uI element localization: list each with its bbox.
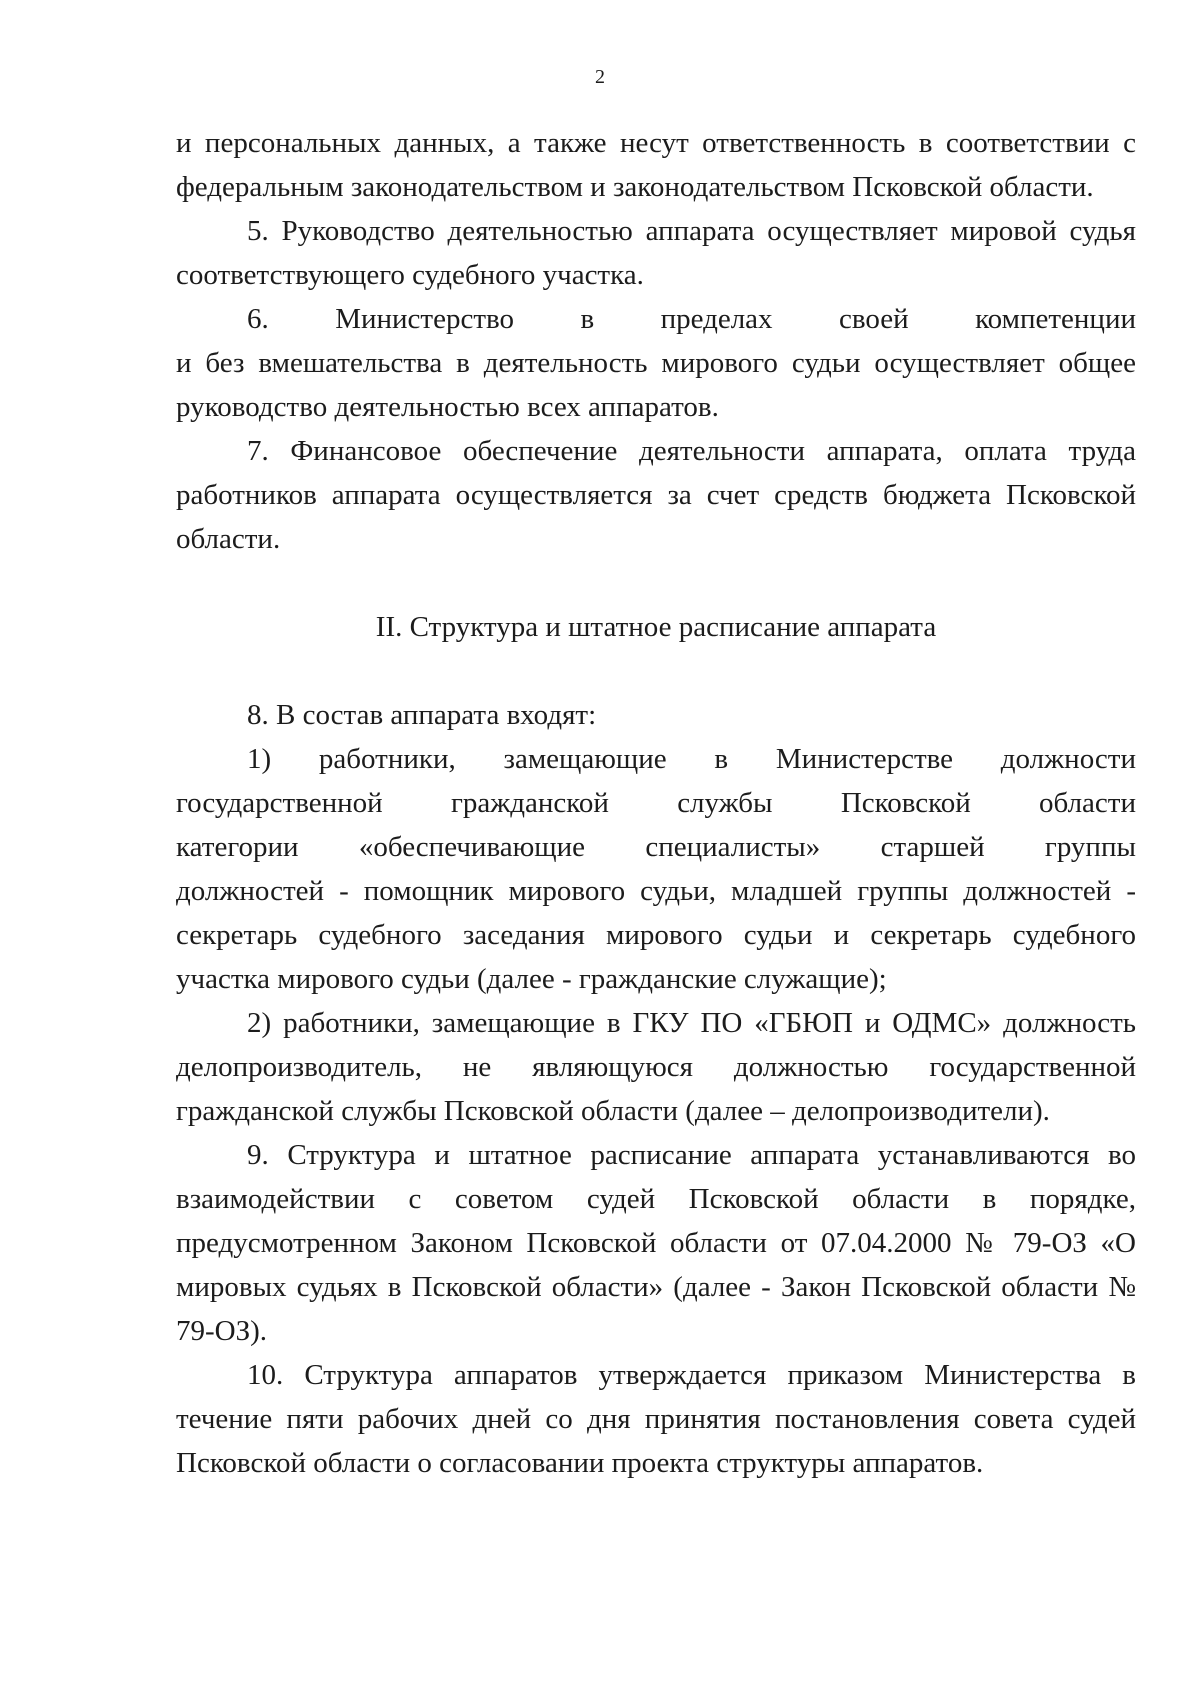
paragraph-6-rest: и без вмешательства в деятельность мирового судьи осуществляет общее руководство деятельностью всех аппаратов. (176, 347, 1136, 423)
paragraph-6-first-line (176, 297, 1136, 341)
paragraph-6-word: в (580, 303, 595, 335)
item-1-word: категории (176, 831, 299, 863)
section-heading: II. Структура и штатное расписание аппарата (375, 611, 937, 643)
item-1-word: службы (677, 787, 773, 819)
paragraph-6-word: компетенции (975, 303, 1136, 335)
item-1-word: области (1039, 787, 1136, 819)
item-1-word: замещающие (503, 743, 667, 775)
item-1-word: «обеспечивающие (358, 831, 586, 863)
item-1-word: Псковской (840, 787, 971, 819)
paragraph-8-item-2: 2) работники, замещающие в ГКУ ПО «ГБЮП и ОДМС» должность делопроизводитель, не являющуюся должностью государственной гражданской службы Псковской области (далее – делопроизводители). (176, 1007, 1136, 1127)
item-1-word: старшей (880, 831, 985, 863)
paragraph-8-item-1 (176, 737, 1136, 1001)
paragraph-8: 8. В состав аппарата входят: (247, 699, 597, 731)
item-1-rest: должностей - помощник мирового судьи, младшей группы должностей - секретарь судебного заседания мирового судьи и секретарь судебного участка мирового судьи (далее - гражданские служащие); (176, 875, 1136, 995)
item-1-word: специалисты» (645, 831, 821, 863)
paragraph-6-word: пределах (660, 303, 773, 335)
paragraph-6-word: Министерство (335, 303, 514, 335)
item-1-word: 1) (247, 743, 272, 775)
paragraph-5: 5. Руководство деятельностью аппарата осуществляет мировой судья соответствующего судебного участка. (176, 215, 1136, 291)
paragraph-6-word: своей (839, 303, 909, 335)
item-1-word: должности (1000, 743, 1136, 775)
paragraph-6-word: 6. (247, 303, 269, 335)
paragraph-10: 10. Структура аппаратов утверждается приказом Министерства в течение пяти рабочих дней со дня принятия постановления совета судей Псковской области о согласовании проекта структуры аппаратов. (176, 1359, 1136, 1479)
item-1-line-1 (176, 737, 1136, 781)
paragraph-7: 7. Финансовое обеспечение деятельности аппарата, оплата труда работников аппарата осуществляется за счет средств бюджета Псковской области. (176, 435, 1136, 555)
item-1-line-3 (176, 825, 1136, 869)
item-1-word: Министерстве (775, 743, 954, 775)
item-1-word: государственной (176, 787, 383, 819)
paragraph-6 (176, 297, 1136, 429)
item-1-word: работники, (318, 743, 456, 775)
paragraph-continuation: и персональных данных, а также несут ответственность в соответствии с федеральным законодательством и законодательством Псковской области. (176, 127, 1136, 203)
item-1-line-2 (176, 781, 1136, 825)
item-1-word: в (714, 743, 729, 775)
item-1-word: группы (1044, 831, 1136, 863)
paragraph-9: 9. Структура и штатное расписание аппарата устанавливаются во взаимодействии с советом судей Псковской области в порядке, предусмотренном Законом Псковской области от 07.04.2000 № 79-ОЗ «О мировых судьях в Псковской области» (далее - Закон Псковской области № 79-ОЗ). (176, 1139, 1136, 1347)
item-1-word: гражданской (450, 787, 609, 819)
page-number: 2 (595, 66, 605, 88)
document-body (176, 121, 1136, 1485)
